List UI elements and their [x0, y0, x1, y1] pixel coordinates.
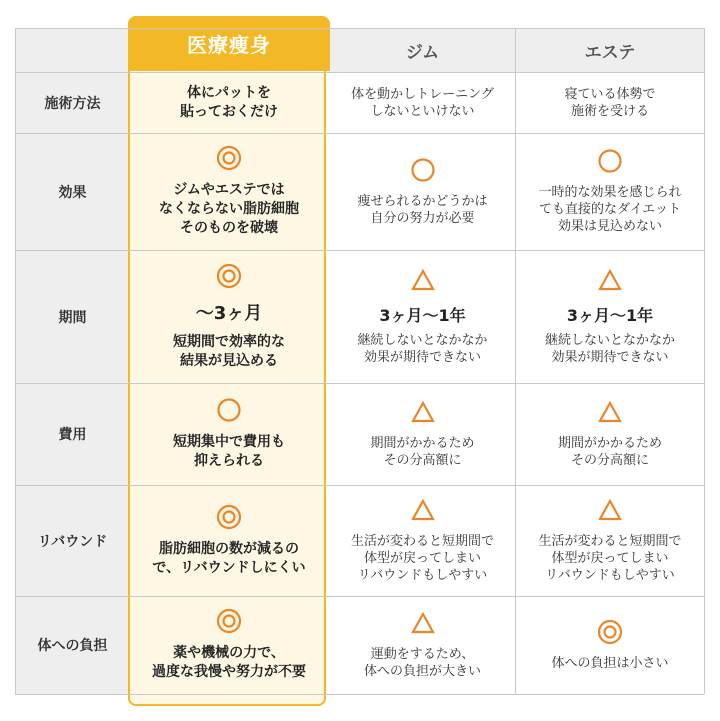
- cell-text: 継続しないとなかなか 効果が期待できない: [357, 333, 488, 365]
- table-cell: [330, 133, 515, 250]
- cell-text: 生活が変わると短期間で 体型が戻ってしまい リバウンドもしやすい: [350, 534, 494, 583]
- grid-line: [15, 28, 704, 29]
- table-cell: [516, 250, 704, 383]
- double-circle-icon: [597, 619, 623, 645]
- triangle-icon: [410, 399, 436, 425]
- table-cell: [330, 383, 515, 485]
- cell-text: 短期間で効率的な 結果が見込める: [173, 333, 285, 369]
- cell-text: 体への負担は小さい: [551, 655, 669, 671]
- table-cell: [130, 72, 328, 133]
- cell-text: 期間がかかるため その分高額に: [370, 436, 475, 468]
- table-cell: [516, 485, 704, 596]
- table-cell: [330, 485, 515, 596]
- circle-icon: [410, 157, 436, 183]
- grid-line: [15, 694, 704, 695]
- table-cell: [130, 485, 328, 596]
- row-label: 効果: [58, 184, 87, 201]
- double-circle-icon: [216, 504, 242, 530]
- table-cell: [330, 596, 515, 694]
- cell-text: 寝ている体勢で 施術を受ける: [564, 86, 656, 119]
- cell-text: 継続しないとなかなか 効果が期待できない: [544, 333, 675, 365]
- cell-text: 一時的な効果を感じられ ても直接的なダイエット 効果は見込めない: [538, 185, 682, 234]
- cell-text: 短期集中で費用も 抑えられる: [173, 434, 285, 469]
- period-value: 〜3ヶ月: [195, 302, 263, 324]
- cell-text: 痩せられるかどうかは 自分の努力が必要: [357, 193, 488, 226]
- table-cell: [516, 133, 704, 250]
- table-cell: [130, 383, 328, 485]
- cell-text: 期間がかかるため その分高額に: [557, 436, 662, 468]
- row-label: 体への負担: [37, 638, 108, 654]
- period-value: 3ヶ月〜1年: [379, 306, 466, 325]
- row-label: 施術方法: [44, 95, 101, 112]
- table-cell: [516, 596, 704, 694]
- table-cell: [130, 250, 328, 383]
- double-circle-icon: [216, 608, 242, 634]
- cell-text: 体にパットを 貼っておくだけ: [180, 84, 278, 120]
- triangle-icon: [597, 267, 623, 293]
- circle-icon: [597, 148, 623, 174]
- double-circle-icon: [216, 263, 242, 289]
- table-cell: [130, 596, 328, 694]
- header-gym: ジム: [405, 43, 440, 63]
- highlight-header-title: 医療痩身: [187, 33, 271, 57]
- double-circle-icon: [216, 145, 242, 171]
- row-label: 期間: [58, 309, 87, 326]
- cell-text: 薬や機械の力で、 過度な我慢や努力が不要: [152, 645, 306, 680]
- table-cell: [330, 72, 515, 133]
- circle-icon: [216, 397, 242, 423]
- table-cell: [130, 133, 328, 250]
- triangle-icon: [410, 610, 436, 636]
- row-label: 費用: [58, 427, 87, 443]
- cell-text: 運動をするため、 体への負担が大きい: [363, 647, 481, 679]
- period-value: 3ヶ月〜1年: [566, 306, 654, 325]
- triangle-icon: [597, 497, 623, 523]
- cell-text: ジムやエステでは なくならない脂肪細胞 そのものを破壊: [159, 182, 299, 236]
- table-cell: [330, 250, 515, 383]
- cell-text: 体を動かしトレーニング しないといけない: [351, 86, 494, 119]
- row-label: リバウンド: [37, 533, 108, 550]
- table-cell: [516, 383, 704, 485]
- cell-text: 生活が変わると短期間で 体型が戻ってしまい リバウンドもしやすい: [538, 534, 682, 583]
- grid-line: [704, 28, 705, 694]
- table-cell: [516, 72, 704, 133]
- triangle-icon: [410, 267, 436, 293]
- cell-text: 脂肪細胞の数が減るの で、リバウンドしにくい: [152, 540, 306, 576]
- header-esthe: エステ: [584, 43, 636, 63]
- triangle-icon: [410, 497, 436, 523]
- triangle-icon: [597, 399, 623, 425]
